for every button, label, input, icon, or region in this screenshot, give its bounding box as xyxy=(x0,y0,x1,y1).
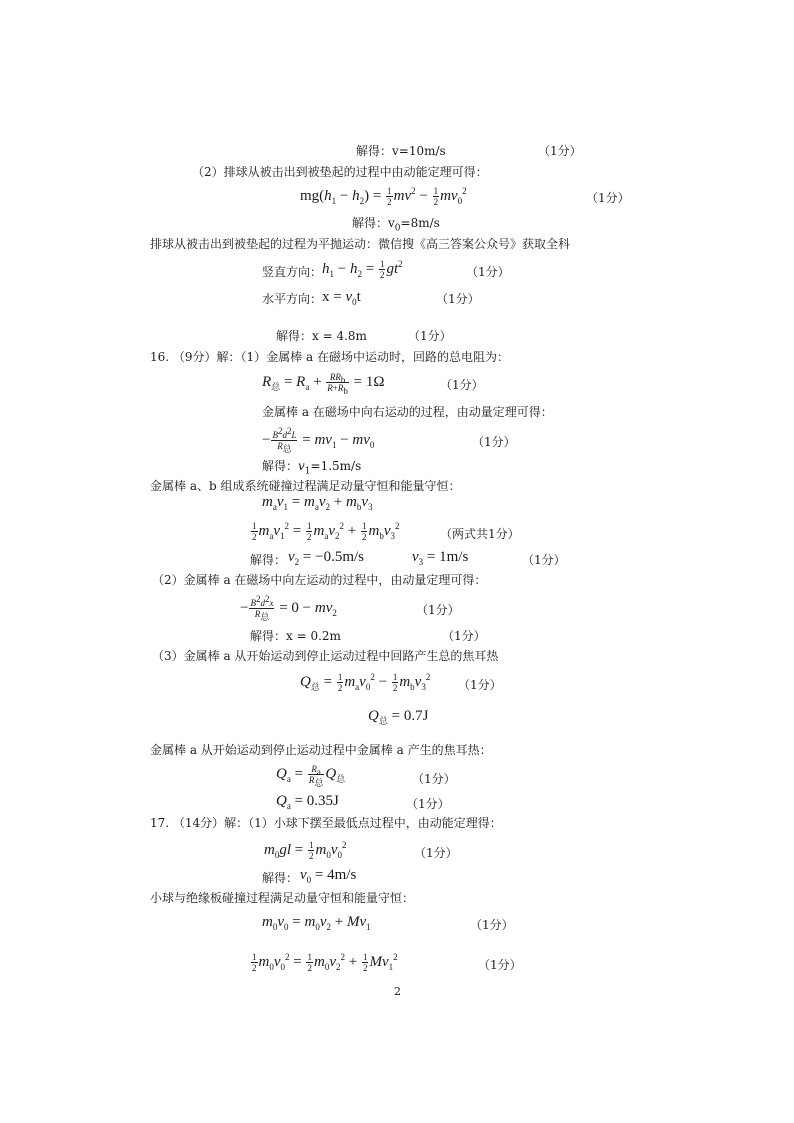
score-mark: （1分） xyxy=(442,629,486,643)
text-line: 小球与绝缘板碰撞过程满足动量守恒和能量守恒： xyxy=(150,891,415,905)
score-mark: （1分） xyxy=(414,846,458,860)
page-number: 2 xyxy=(394,985,401,998)
text-line: （3）金属棒 a 从开始运动到停止运动过程中回路产生总的焦耳热 xyxy=(152,649,499,663)
equation: $m_av_1 = m_av_2 + m_bv_3$ xyxy=(262,494,373,512)
score-mark: （1分） xyxy=(538,144,582,158)
equation: $m_0v_0 = m_0v_2 + Mv_1$ xyxy=(262,914,371,932)
question-heading: 17. （14分）解：（1）小球下摆至最低点过程中，由动能定理得： xyxy=(150,816,502,830)
score-mark: （1分） xyxy=(440,378,484,392)
score-mark: （1分） xyxy=(412,772,456,786)
equation: $\frac{1}{2}$ $m_0v_0^2$ = $\frac{1}{2}$ $m_0v_2^2$ + $\frac{1}{2}$ $Mv_1^2$ xyxy=(252,951,398,973)
question-heading: 16. （9分）解：（1）金属棒 a 在磁场中运动时，回路的总电阻为： xyxy=(150,350,509,364)
equation: $R_总 = R_a$ + $RR_b$ $R+R_b$ = 1Ω xyxy=(262,372,385,396)
score-mark: （两式共1分） xyxy=(440,527,520,541)
text-line: 解得：x = 0.2m xyxy=(250,629,341,643)
equation: − $B^2d^2x$ $R_总$ = $0 - mv_2$ xyxy=(240,594,337,622)
text-line: 金属棒 a 从开始运动到停止运动过程中金属棒 a 产生的焦耳热： xyxy=(150,743,492,757)
text-line: 解得： xyxy=(250,553,287,567)
equation: $Q_a$ = $R_a$ $R_总$ $Q_总$ xyxy=(276,764,346,788)
score-mark: （1分） xyxy=(458,678,502,692)
text-line: （2）排球从被击出到被垫起的过程中由动能定理可得： xyxy=(192,165,488,179)
text-line: 解得：x = 4.8m xyxy=(276,329,367,343)
score-mark: （1分） xyxy=(466,265,510,279)
equation: $v_3 = 1m/s$ xyxy=(412,549,469,567)
score-mark: （1分） xyxy=(408,329,452,343)
equation: $h_1 - h_2$ = $\frac{1}{2}$ $gt^2$ xyxy=(322,258,403,280)
score-mark: （1分） xyxy=(436,292,480,306)
text-line: 解得： xyxy=(262,871,299,885)
score-mark: （1分） xyxy=(522,553,566,567)
text-line: 解得：$v_0=8m/s$ xyxy=(352,216,440,234)
score-mark: （1分） xyxy=(472,435,516,449)
text-line: 水平方向： xyxy=(262,292,323,306)
text-line: 排球从被击出到被垫起的过程为平抛运动：微信搜《高三答案公众号》获取全科 xyxy=(150,237,571,251)
text-line: 解得：$v_1=1.5m/s$ xyxy=(262,459,362,477)
equation: − $B^2d^2L$ $R_总$ = $mv_1 - mv_0$ xyxy=(262,426,375,454)
equation: $\frac{1}{2}$ $m_av_1^2$ = $\frac{1}{2}$ $m_av_2^2$ + $\frac{1}{2}$ $m_bv_3^2$ xyxy=(252,520,400,542)
score-mark: （1分） xyxy=(478,958,522,972)
score-mark: （1分） xyxy=(470,918,514,932)
score-mark: （1分） xyxy=(416,603,460,617)
text-line: 金属棒 a、b 组成系统碰撞过程满足动量守恒和能量守恒： xyxy=(150,479,461,493)
equation: $Q_总 = 0.7J$ xyxy=(368,708,429,726)
equation: $x = v_0t$ xyxy=(322,289,361,307)
text-line: 金属棒 a 在磁场中向右运动的过程，由动量定理可得： xyxy=(262,405,553,419)
text-line: 解得：v=10m/s xyxy=(356,144,446,158)
equation: $Q_a = 0.35J$ xyxy=(276,793,339,811)
score-mark: （1分） xyxy=(406,797,450,811)
text-line: 竖直方向： xyxy=(262,265,323,279)
equation: $v_0 = 4m/s$ xyxy=(300,867,357,885)
score-mark: （1分） xyxy=(586,191,630,205)
equation: $m_0gl$ = $\frac{1}{2}$ $m_0v_0^2$ xyxy=(264,839,347,861)
equation: $v_2 = -0.5m/s$ xyxy=(288,549,365,567)
equation: $mg(h_1 - h_2)$ = $\frac{1}{2}$ $mv^2$ − $\frac{1}{2}$ $mv_0^2$ xyxy=(300,185,467,207)
equation: $Q_总$ = $\frac{1}{2}$ $m_av_0^2$ − $\frac{1}{2}$ $m_bv_3^2$ xyxy=(300,671,431,693)
text-line: （2）金属棒 a 在磁场中向左运动的过程中，由动量定理可得： xyxy=(152,573,487,587)
